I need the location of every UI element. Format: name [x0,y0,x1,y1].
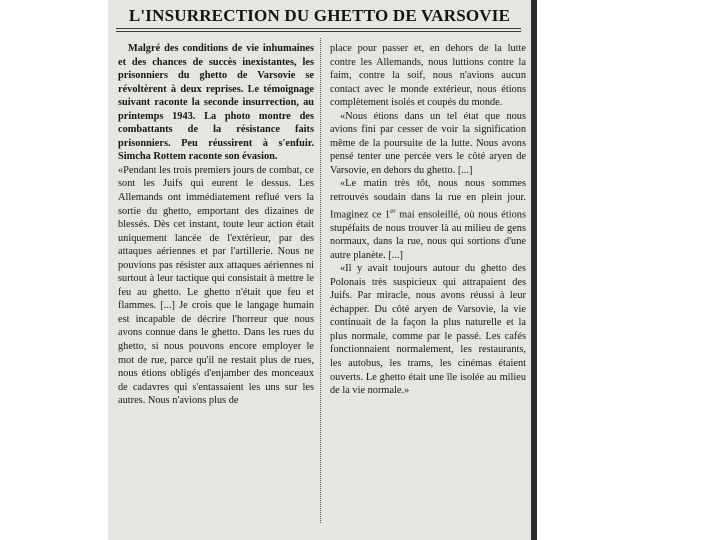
document-page [108,0,531,540]
left-column [118,42,314,408]
testimony-paragraph-1: «Pendant les trois premiers jours de combat, ce sont les Juifs qui eurent le dessus. Les Allemands ont immédiatement reflué vers la sortie du ghetto, emportant des dizaines de blessés. Dès cet instant, toute leur action était uniquement lancée de l'extérieur, par des attaques aériennes et par l'artillerie. Nous ne pouvions pas résister aux attaques aériennes ni surtout à leur tactique qui consistait à mettre le feu au ghetto. Le ghetto n'était que feu et flammes. [...] Je crois que le langage humain est incapable de décrire l'horreur que nous avons connue dans le ghetto. Dans les rues du ghetto, si nous pouvons encore employer le mot de rue, parce qu'il ne restait plus de rues, nous étions obligés d'enjamber des monceaux de cadavres qui s'entassaient les uns sur les autres. Nous n'avions plus de [118,164,314,407]
testimony-paragraph-2: «Nous étions dans un tel état que nous avions fini par cesser de voir la signification même de la poursuite de la lutte. Nous avons pensé tenter une percée vers le côté aryen de Varsovie, en dehors du ghetto. [...] [330,110,526,176]
testimony-paragraph-4: «Il y avait toujours autour du ghetto des Polonais très suspicieux qui attrapaient des Juifs. Par miracle, nous avons réussi à leur échapper. Du côté aryen de Varsovie, la vie continuait de la façon la plus naturelle et la plus normale, comme par le passé. Les cafés fonctionnaient normalement, les restaurants, les autobus, les trams, les cinémas étaient ouverts. Le ghetto était une île isolée au milieu de la vie normale.» [330,263,526,397]
article-title: L'INSURRECTION DU GHETTO DE VARSOVIE [128,6,511,25]
title-rule-top [116,28,521,29]
ordinal-superscript: er [390,206,396,215]
paragraph-3-part-b: mai ensoleillé, où nous étions stupéfaits de nous trouver là au milieu de gens normaux, dans la rue, nous qui sortions d'une autre planète. [...] [330,209,526,261]
testimony-paragraph-continued: place pour passer et, en dehors de la lutte contre les Allemands, nous luttions contre la faim, contre la soif, nous n'avions aucun contact avec le monde extérieur, nous étions complètement isolés et coupés du monde. [330,43,526,109]
paragraph-3-part-a: «Le matin très tôt, nous nous sommes retrouvés soudain dans la rue en plein jour. Imaginez ce 1 [330,178,526,220]
intro-paragraph: Malgré des conditions de vie inhumaines et des chances de succès inexistantes, les prisonniers du ghetto de Varsovie se révoltèrent à deux reprises. Le témoignage suivant raconte la seconde insurrection, au printemps 1943. La photo montre des combattants de la résistance faits prisonniers. Peu réussirent à s'enfuir. Simcha Rottem raconte son évasion. [118,43,314,163]
page-edge-shadow [531,0,537,540]
testimony-paragraph-3 [330,177,526,262]
column-divider [320,38,322,523]
title-rule-bottom [116,31,521,32]
right-column [330,42,526,398]
